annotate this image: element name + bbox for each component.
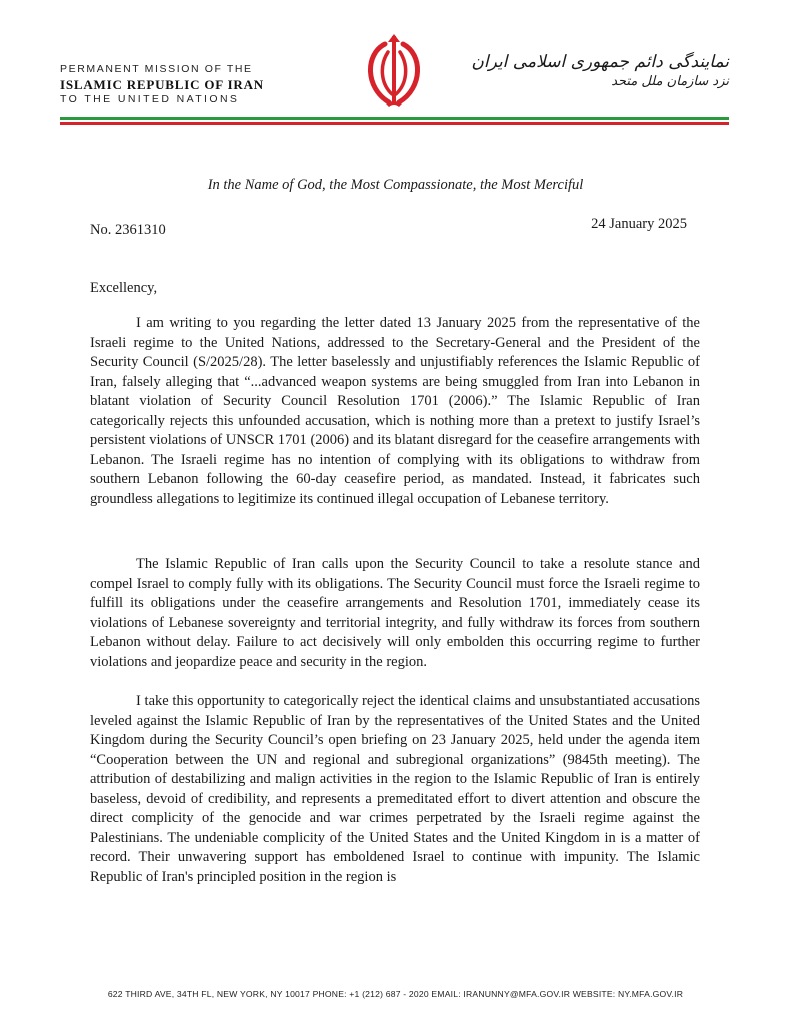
mission-line-3: TO THE UNITED NATIONS — [60, 93, 240, 105]
paragraph-1: I am writing to you regarding the letter dated 13 January 2025 from the representative of the Israeli regime to the United Nations, addressed to the Secretary-General and the President of the Security Council (S/2025/28). The letter baselessly and unjustifiably references the Islamic Republic of Iran, falsely alleging that “...advanced weapon systems are being smuggled from Iran into Lebanon in blatant violation of Security Council Resolution 1701 (2006).” The Islamic Republic of Iran categorically rejects this unfounded accusation, which is nothing more than a pretext to justify Israel’s persistent violations of UNSCR 1701 (2006) and its blatant disregard for the ceasefire arrangements with Lebanon. The Israeli regime has no intention of complying with its obligations to withdraw from southern Lebanon following the 60-day ceasefire period, as mandated. Instead, it fabricates such groundless allegations to legitimize its continued illegal occupation of Lebanese territory. — [90, 315, 700, 507]
mission-name-block — [60, 62, 264, 107]
mission-line-2: ISLAMIC REPUBLIC OF IRAN — [60, 77, 264, 92]
paragraph-3: I take this opportunity to categorically reject the identical claims and unsubstantiated accusations leveled against the Islamic Republic of Iran by the representatives of the United States and the United Kingdom during the Security Council’s open briefing on 23 January 2025, held under the agenda item “Cooperation between the UN and regional and subregional organizations” (9845th meeting). The attribution of destabilizing and malign activities in the region to the Islamic Republic of Iran is entirely baseless, devoid of credibility, and represents a premeditated effort to divert attention and obscure the direct complicity of the genocide and war crimes perpetrated by the Israeli regime against the Palestinians. The undeniable complicity of the United States and the United Kingdom in is a matter of record. Their unwavering support has emboldened Israel to continue with impunity. The Islamic Republic of Iran's principled position in the region is — [90, 693, 700, 885]
paragraph-2: The Islamic Republic of Iran calls upon the Security Council to take a resolute stance and compel Israel to comply fully with its obligations. The Security Council must force the Israeli regime to fulfill its obligations under the ceasefire arrangements and Resolution 1701, immediately cease its violations of Lebanese sovereignty and territorial integrity, and fully withdraw its forces from southern Lebanon without delay. Failure to act decisively will only embolden this occurring regime to further violations and jeopardize peace and security in the region. — [90, 556, 700, 670]
persian-mission-name — [471, 52, 729, 89]
letter-date: 24 January 2025 — [591, 216, 687, 232]
mission-line-1: PERMANENT MISSION OF THE — [60, 63, 253, 75]
salutation: Excellency, — [90, 280, 158, 296]
red-stripe — [60, 122, 729, 125]
iran-emblem-icon — [355, 30, 433, 110]
footer-contact: 622 THIRD AVE, 34TH FL, NEW YORK, NY 10017 PHONE: +1 (212) 687 - 2020 EMAIL: IRANUNNY@MFA.GOV.IR WEBSITE: NY.MFA.GOV.IR — [107, 989, 684, 999]
invocation: In the Name of God, the Most Compassionate, the Most Merciful — [207, 177, 584, 193]
persian-line-2: نزد سازمان ملل متحد — [611, 74, 729, 89]
persian-line-1: نمایندگی دائم جمهوری اسلامی ایران — [471, 52, 729, 72]
reference-number: No. 2361310 — [90, 222, 166, 238]
